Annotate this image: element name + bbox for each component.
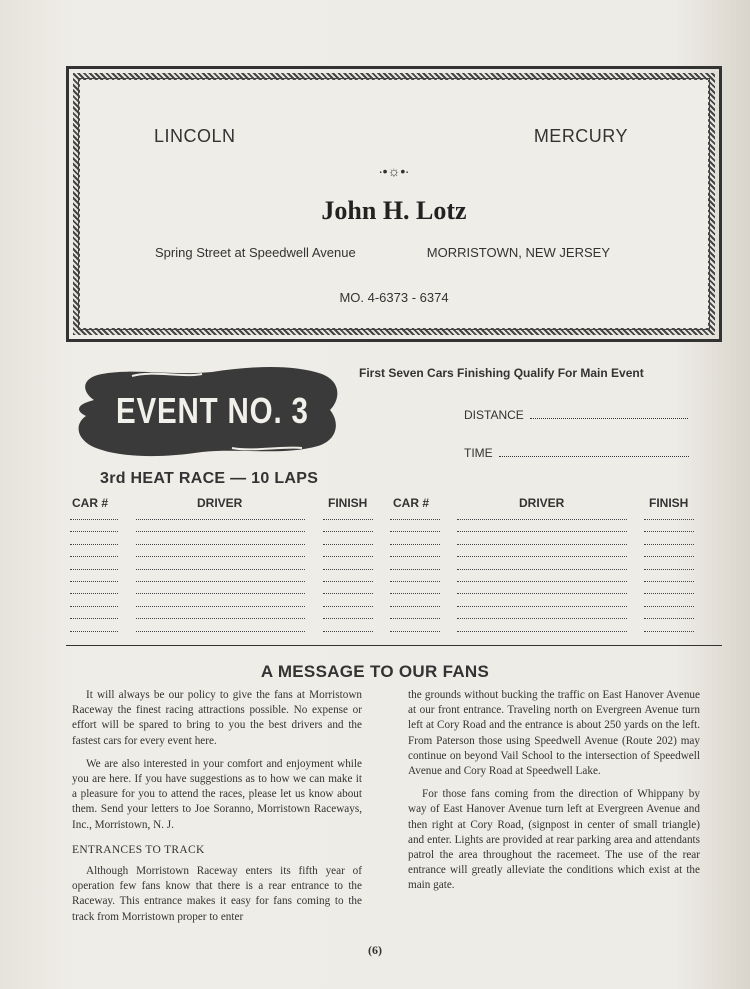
col-driver-right: DRIVER: [519, 496, 565, 510]
brand-lincoln: LINCOLN: [154, 126, 236, 146]
entry-blank[interactable]: [390, 544, 440, 545]
entry-blank[interactable]: [136, 618, 305, 619]
entry-blank[interactable]: [644, 544, 694, 545]
entry-blank[interactable]: [136, 544, 305, 545]
entry-blank[interactable]: [136, 593, 305, 594]
entry-blank[interactable]: [70, 593, 118, 594]
col-finish-right: FINISH: [649, 496, 689, 510]
heat-title: 3rd HEAT RACE — 10 LAPS: [100, 470, 319, 487]
event-number: EVENT NO. 3: [116, 390, 309, 431]
entry-blank[interactable]: [390, 569, 440, 570]
entry-blank[interactable]: [136, 531, 305, 532]
entry-blank[interactable]: [390, 618, 440, 619]
entrances-heading: ENTRANCES TO TRACK: [72, 843, 205, 856]
entry-blank[interactable]: [457, 544, 627, 545]
entry-blank[interactable]: [457, 581, 627, 582]
message-paragraph: It will always be our policy to give the fans at Morristown Raceway the finest racing attractions possible. No expense or effort will be spared to bring to you the best drivers and the fastest cars for every event here.: [72, 689, 362, 747]
event-banner: [72, 360, 344, 462]
entry-blank[interactable]: [644, 581, 694, 582]
distance-field[interactable]: [464, 408, 688, 422]
col-finish-left: FINISH: [328, 496, 368, 510]
entry-blank[interactable]: [70, 631, 118, 632]
entry-blank[interactable]: [390, 593, 440, 594]
entry-blank[interactable]: [70, 581, 118, 582]
dealer-address: Spring Street at Speedwell Avenue: [155, 245, 356, 260]
entry-blank[interactable]: [390, 531, 440, 532]
entry-blank[interactable]: [323, 519, 373, 520]
entry-blank[interactable]: [323, 618, 373, 619]
entry-blank[interactable]: [644, 531, 694, 532]
entry-blank[interactable]: [644, 618, 694, 619]
entry-blank[interactable]: [644, 519, 694, 520]
entry-blank[interactable]: [136, 581, 305, 582]
entry-blank[interactable]: [70, 606, 118, 607]
entry-blank[interactable]: [70, 569, 118, 570]
entry-blank[interactable]: [457, 531, 627, 532]
dealer-phone: MO. 4-6373 - 6374: [339, 290, 449, 305]
entry-blank[interactable]: [323, 556, 373, 557]
entry-blank[interactable]: [457, 593, 627, 594]
distance-label: DISTANCE: [464, 408, 524, 422]
brand-mercury: MERCURY: [533, 126, 628, 146]
message-left-column: [72, 688, 362, 933]
entry-blank[interactable]: [644, 606, 694, 607]
entry-blank[interactable]: [390, 631, 440, 632]
entry-blank[interactable]: [457, 569, 627, 570]
entry-blank[interactable]: [136, 631, 305, 632]
dealer-advertisement: [66, 66, 722, 342]
entry-blank[interactable]: [644, 569, 694, 570]
entry-blank[interactable]: [644, 556, 694, 557]
entry-blank[interactable]: [323, 531, 373, 532]
time-blank[interactable]: [499, 446, 689, 457]
entry-blank[interactable]: [457, 556, 627, 557]
col-driver-left: DRIVER: [197, 496, 243, 510]
page-number: (6): [368, 943, 382, 957]
entry-blank[interactable]: [457, 631, 627, 632]
entry-blank[interactable]: [136, 519, 305, 520]
entry-blank[interactable]: [70, 618, 118, 619]
entry-blank[interactable]: [136, 556, 305, 557]
entry-blank[interactable]: [390, 581, 440, 582]
entry-blank[interactable]: [457, 618, 627, 619]
entry-blank[interactable]: [70, 556, 118, 557]
message-title: A MESSAGE TO OUR FANS: [260, 662, 490, 681]
message-paragraph: For those fans coming from the direction of Whippany by way of East Hanover Avenue turn left at Evergreen Avenue and then right at Cory Road, (signpost in center of small triangle) and enter. Lights are provided at rear parking area and attendants patrol the area throughout the racemeet. The use of the rear entrance will greatly alleviate the conditions which exist at the main gate.: [408, 788, 700, 892]
time-field[interactable]: [464, 446, 689, 460]
ornament-icon: ∙•☼•∙: [378, 163, 410, 179]
section-divider: [66, 645, 722, 646]
entry-blank[interactable]: [323, 606, 373, 607]
entry-blank[interactable]: [70, 531, 118, 532]
distance-blank[interactable]: [530, 408, 688, 419]
entry-blank[interactable]: [457, 606, 627, 607]
entry-blank[interactable]: [70, 519, 118, 520]
entry-blank[interactable]: [644, 593, 694, 594]
entry-blank[interactable]: [136, 606, 305, 607]
message-paragraph: the grounds without bucking the traffic on East Hanover Avenue at our front entrance. Traveling north on Evergreen Avenue turn left at Cory Road and the entrance is about 250 yards on the left. From Paterson those using Speedwell Avenue (Route 202) may continue on beyond Vail School to the intersection of Speedwell Avenue and Cory Road at Speedwell Lake.: [408, 689, 700, 778]
time-label: TIME: [464, 446, 493, 460]
entry-blank[interactable]: [136, 569, 305, 570]
col-car-left: CAR #: [72, 496, 109, 510]
entry-blank[interactable]: [323, 544, 373, 545]
entry-blank[interactable]: [70, 544, 118, 545]
entry-blank[interactable]: [323, 631, 373, 632]
entry-blank[interactable]: [390, 606, 440, 607]
entry-blank[interactable]: [390, 519, 440, 520]
qualify-note: First Seven Cars Finishing Qualify For Main Event: [359, 366, 644, 380]
entry-blank[interactable]: [323, 581, 373, 582]
message-right-column: [408, 688, 700, 902]
dealer-city: MORRISTOWN, NEW JERSEY: [426, 245, 610, 260]
col-car-right: CAR #: [393, 496, 430, 510]
entry-blank[interactable]: [323, 593, 373, 594]
message-paragraph: We are also interested in your comfort and enjoyment while you are here. If you have suggestions as to how we can make it a pleasure for you to attend the races, please let us know about them. Send your letters to Joe Soranno, Morristown Raceways, Inc., Morristown, N. J.: [72, 757, 362, 831]
ad-border: [73, 73, 715, 335]
message-paragraph: Although Morristown Raceway enters its fifth year of operation few fans know that there is a rear entrance to the Raceway. This entrance makes it easy for fans coming to the track from Morristown proper to enter: [72, 865, 362, 923]
entry-blank[interactable]: [390, 556, 440, 557]
entry-blank[interactable]: [323, 569, 373, 570]
dealer-name: John H. Lotz: [321, 196, 467, 225]
entry-blank[interactable]: [457, 519, 627, 520]
entry-blank[interactable]: [644, 631, 694, 632]
